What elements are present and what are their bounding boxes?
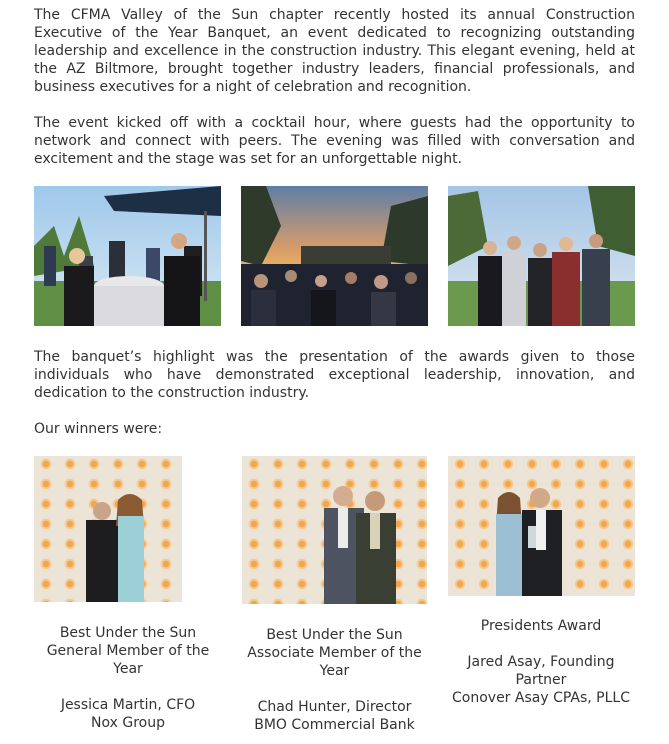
event-photo-umbrella xyxy=(34,186,221,326)
winner-company: Conover Asay CPAs, PLLC xyxy=(452,690,630,706)
winner-name: Chad Hunter, Director xyxy=(257,699,412,715)
cocktail-paragraph: The event kicked off with a cocktail hour, where guests had the opportunity to network and connect with peers. The evening was filled with conversation and excitement and the stage was set for an unforgettable night. xyxy=(34,115,635,167)
winner-photo-jessica-martin xyxy=(34,456,182,602)
award-title-line: Year xyxy=(113,661,143,677)
winner-caption-1 xyxy=(34,624,222,732)
winners-intro: Our winners were: xyxy=(34,421,163,437)
winner-photo-jared-asay xyxy=(448,456,635,596)
winner-name: Jessica Martin, CFO xyxy=(60,697,196,713)
winner-company: Nox Group xyxy=(91,715,165,731)
award-title-line: Presidents Award xyxy=(480,618,602,634)
winner-name: Partner xyxy=(515,672,567,688)
awards-paragraph: The banquet’s highlight was the presentation of the awards given to those individuals who have demonstrated exceptional leadership, innovation, and dedication to the construction industry. xyxy=(34,349,635,401)
award-title-line: Best Under the Sun xyxy=(266,627,403,643)
event-photo-group xyxy=(448,186,635,326)
award-title-line: Associate Member of the xyxy=(247,645,422,661)
winner-name: Jared Asay, Founding xyxy=(467,654,615,670)
winner-company: BMO Commercial Bank xyxy=(254,717,415,733)
winner-caption-3 xyxy=(441,617,641,707)
winner-caption-2 xyxy=(236,626,433,734)
intro-paragraph: The CFMA Valley of the Sun chapter recently hosted its annual Construction Executive of the Year Banquet, an event dedicated to recognizing outstanding leadership and excellence in the construction industry. This elegant evening, held at the AZ Biltmore, brought together industry leaders, financial professionals, and business executives for a night of celebration and recognition. xyxy=(34,7,635,95)
winner-photo-chad-hunter xyxy=(242,456,427,604)
event-photo-sunset-crowd xyxy=(241,186,428,326)
award-title-line: Best Under the Sun xyxy=(59,625,197,641)
award-title-line: General Member of the xyxy=(46,643,210,659)
award-title-line: Year xyxy=(319,663,350,679)
